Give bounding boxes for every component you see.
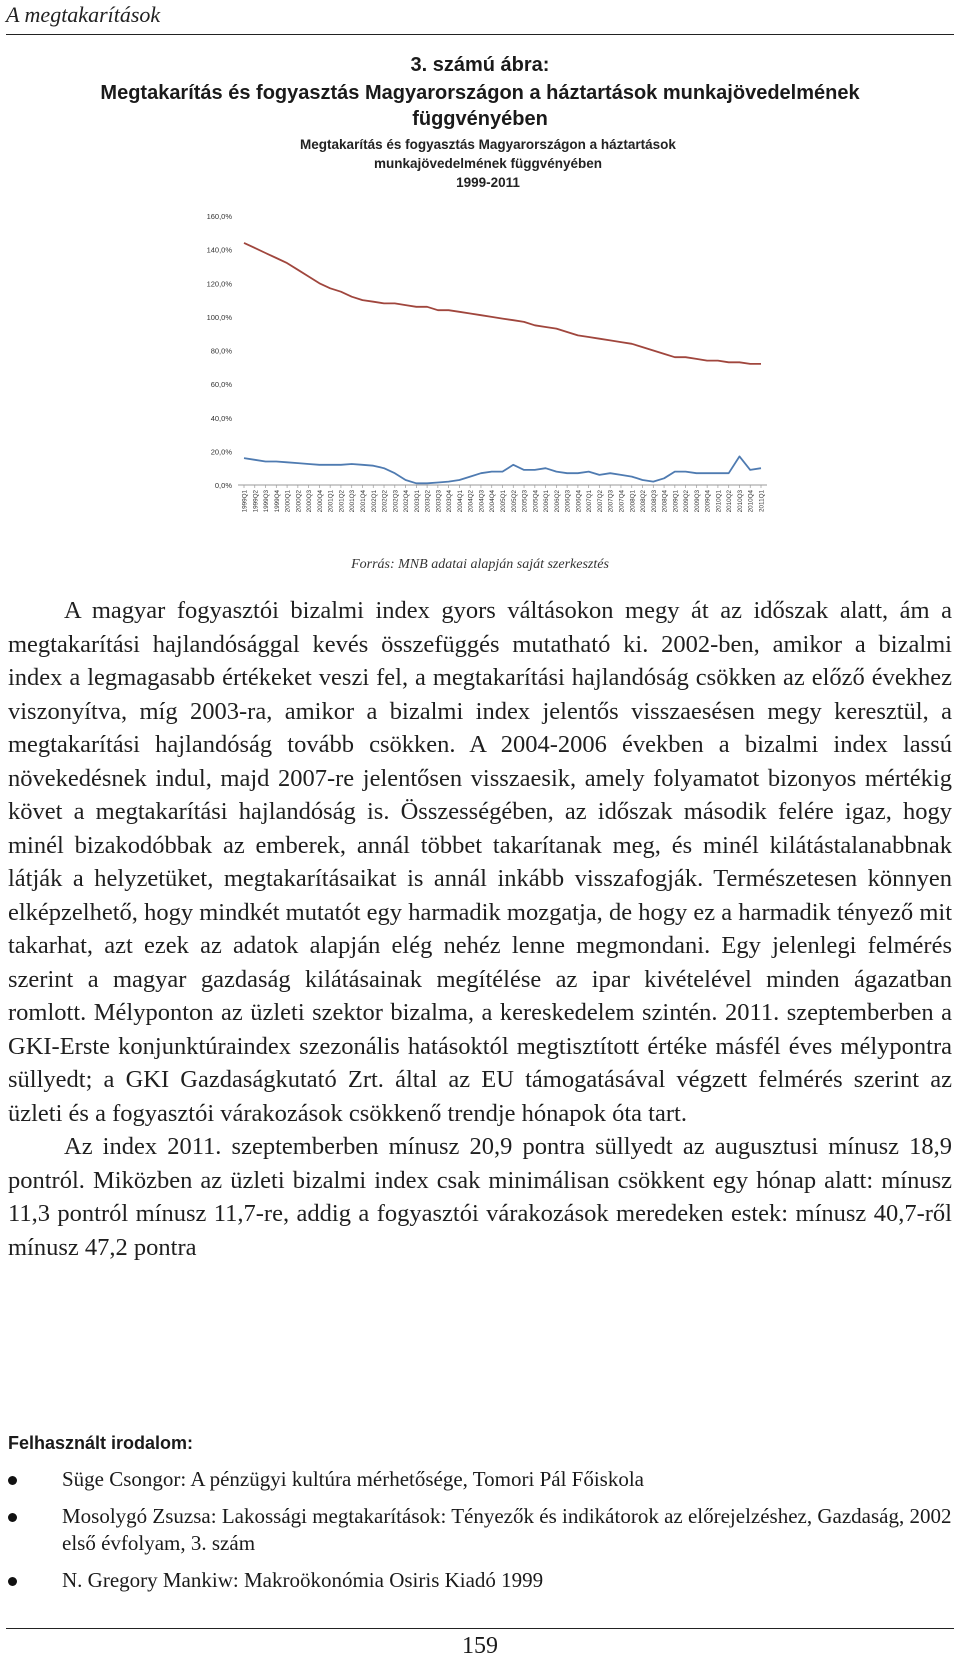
x-tick-label: 2002Q4 <box>403 490 411 513</box>
x-tick-label: 2005Q4 <box>532 490 540 513</box>
reference-text: N. Gregory Mankiw: Makroökonómia Osiris Kiadó 1999 <box>62 1568 544 1592</box>
x-tick-label: 2004Q1 <box>456 490 464 513</box>
x-tick-label: 2001Q4 <box>359 490 367 513</box>
y-tick-label: 80,0% <box>210 346 232 356</box>
footer-rule <box>6 1628 954 1629</box>
x-tick-label: 2006Q3 <box>564 490 572 513</box>
x-tick-label: 2008Q2 <box>640 490 648 513</box>
y-tick-label: 120,0% <box>206 279 232 289</box>
x-tick-label: 2001Q1 <box>327 490 335 513</box>
y-tick-label: 40,0% <box>210 413 232 423</box>
x-tick-label: 2008Q1 <box>629 490 637 513</box>
x-tick-label: 2006Q1 <box>543 490 551 513</box>
x-tick-label: 2005Q2 <box>510 490 518 513</box>
x-tick-label: 2008Q4 <box>661 490 669 513</box>
x-tick-label: 1999Q1 <box>241 490 249 513</box>
header-rule <box>6 34 954 35</box>
x-tick-label: 2004Q2 <box>467 490 475 513</box>
x-tick-label: 2000Q2 <box>295 490 303 513</box>
bullet-icon <box>8 1513 17 1522</box>
x-tick-label: 2005Q3 <box>521 490 529 513</box>
x-tick-label: 2003Q4 <box>446 490 454 513</box>
y-tick-label: 140,0% <box>206 245 232 255</box>
x-tick-label: 1999Q4 <box>273 490 281 513</box>
x-tick-label: 2006Q2 <box>553 490 561 513</box>
reference-item <box>8 1503 952 1557</box>
y-tick-label: 60,0% <box>210 380 232 390</box>
x-tick-label: 2007Q2 <box>596 490 604 513</box>
x-tick-label: 2000Q4 <box>316 490 324 513</box>
figure-source-caption: Forrás: MNB adatai alapján saját szerkesztés <box>351 557 609 572</box>
x-tick-label: 2007Q3 <box>607 490 615 513</box>
x-tick-label: 2002Q3 <box>392 490 400 513</box>
x-tick-label: 2010Q3 <box>736 490 744 513</box>
x-tick-label: 2003Q3 <box>435 490 443 513</box>
references-title: Felhasznált irodalom: <box>8 1433 194 1453</box>
x-tick-label: 2001Q2 <box>338 490 346 513</box>
line-chart <box>202 133 774 551</box>
x-tick-label: 2011Q1 <box>758 490 766 512</box>
y-tick-label: 20,0% <box>210 447 232 457</box>
chart-title-line: Megtakarítás és fogyasztás Magyarországon a háztartások <box>300 137 676 152</box>
x-tick-label: 2004Q3 <box>478 490 486 513</box>
x-tick-label: 2000Q3 <box>306 490 314 513</box>
x-tick-label: 2010Q4 <box>747 490 755 513</box>
figure-title: Megtakarítás és fogyasztás Magyarországon a háztartások munkajövedelmének függvényében <box>100 82 860 130</box>
x-tick-label: 2003Q1 <box>413 490 421 513</box>
x-tick-label: 1999Q3 <box>263 490 271 513</box>
reference-text: Süge Csongor: A pénzügyi kultúra mérhetősége, Tomori Pál Főiskola <box>62 1467 645 1491</box>
y-tick-label: 160,0% <box>206 212 232 221</box>
figure-number: 3. számú ábra: <box>410 54 550 76</box>
reference-text: Mosolygó Zsuzsa: Lakossági megtakarítások: Tényezők és indikátorok az előrejelzéshez, Gazdaság, 2002 első évfolyam, 3. szám <box>62 1504 952 1555</box>
body-text <box>8 594 952 1264</box>
bullet-icon <box>8 1476 17 1485</box>
x-tick-label: 2008Q3 <box>650 490 658 513</box>
x-tick-label: 2007Q4 <box>618 490 626 513</box>
paragraph-1: A magyar fogyasztói bizalmi index gyors váltásokon megy át az időszak alatt, ám a megtakarítási hajlandósággal kevés összefüggés mutatható ki. 2002-ben, amikor a bizalmi index a legmagasabb értékeket veszi fel, a megtakarítási hajlandóság csökken az előző évekhez viszonyítva, míg 2003-ra, amikor a bizalmi index jelentős visszaesésen megy keresztül, a megtakarítási hajlandóság tovább csökken. A 2004-2006 években a bizalmi index lassú növekedésnek indul, majd 2007-re jelentősen visszaesik, amely folyamatot bizonyos mértékig követ a megtakarítási hajlandóság is. Összességében, az időszak második felére igaz, hogy minél bizakodóbbak az emberek, annál többet takarítanak meg, és minél kilátástalanabbnak látják a helyzetüket, megtakarításaikat is annál inkább visszafogják. Természetesen könnyen elképzelhető, hogy mindkét mutatót egy harmadik mozgatja, de hogy ez a harmadik tényező mit takarhat, azt ezek az adatok alapján elég nehéz lenne megmondani. Egy jelenlegi felmérés szerint a magyar gazdaság kilátásainak megítélése az ipar kivételével minden ágazatban romlott. Mélyponton az üzleti szektor bizalma, a kereskedelem szintén. 2011. szeptemberben a GKI-Erste konjunktúraindex szezonális hatásoktól megtisztított értéke másfél éves mélypontra süllyedt; a GKI Gazdaságkutató Zrt. által az EU támogatásával végzett felmérés szerint az üzleti és a fogyasztói várakozások csökkenő trendje hónapok óta tart. <box>8 597 952 1127</box>
x-tick-label: 2010Q2 <box>726 490 734 513</box>
x-tick-label: 2000Q1 <box>284 490 292 513</box>
x-tick-label: 2009Q3 <box>693 490 701 513</box>
x-tick-label: 2009Q1 <box>672 490 680 513</box>
x-tick-label: 2004Q4 <box>489 490 497 513</box>
reference-item <box>8 1466 952 1493</box>
chart-svg <box>202 133 774 551</box>
x-tick-label: 2009Q4 <box>704 490 712 513</box>
running-head: A megtakarítások <box>6 2 161 27</box>
reference-item <box>8 1567 952 1594</box>
chart-title-line: 1999-2011 <box>456 175 520 190</box>
paragraph-2: Az index 2011. szeptemberben mínusz 20,9 pontra süllyedt az augusztusi mínusz 18,9 pontról. Miközben az üzleti bizalmi index csak minimálisan csökkent egy hónap alatt: mínusz 11,3 pontról mínusz 11,7-re, addig a fogyasztói várakozások meredeken estek: mínusz 40,7-ről mínusz 47,2 pontra <box>8 1133 952 1261</box>
references-list <box>8 1466 952 1604</box>
x-tick-label: 2009Q2 <box>683 490 691 513</box>
x-tick-label: 2001Q3 <box>349 490 357 513</box>
y-tick-label: 100,0% <box>206 312 232 322</box>
bullet-icon <box>8 1577 17 1586</box>
x-tick-label: 2007Q1 <box>586 490 594 513</box>
series-line-upper <box>244 243 761 364</box>
series-line-lower <box>244 456 761 483</box>
y-tick-label: 0,0% <box>214 481 232 490</box>
x-tick-label: 2005Q1 <box>500 490 507 513</box>
x-tick-label: 2006Q4 <box>575 490 583 513</box>
x-tick-label: 2010Q1 <box>715 490 723 513</box>
x-tick-label: 2002Q2 <box>381 490 389 513</box>
x-tick-label: 1999Q2 <box>252 490 260 513</box>
page-number: 159 <box>462 1633 498 1659</box>
chart-title-line: munkajövedelmének függvényében <box>373 156 603 171</box>
x-tick-label: 2002Q1 <box>370 490 378 513</box>
x-tick-label: 2003Q2 <box>424 490 432 513</box>
